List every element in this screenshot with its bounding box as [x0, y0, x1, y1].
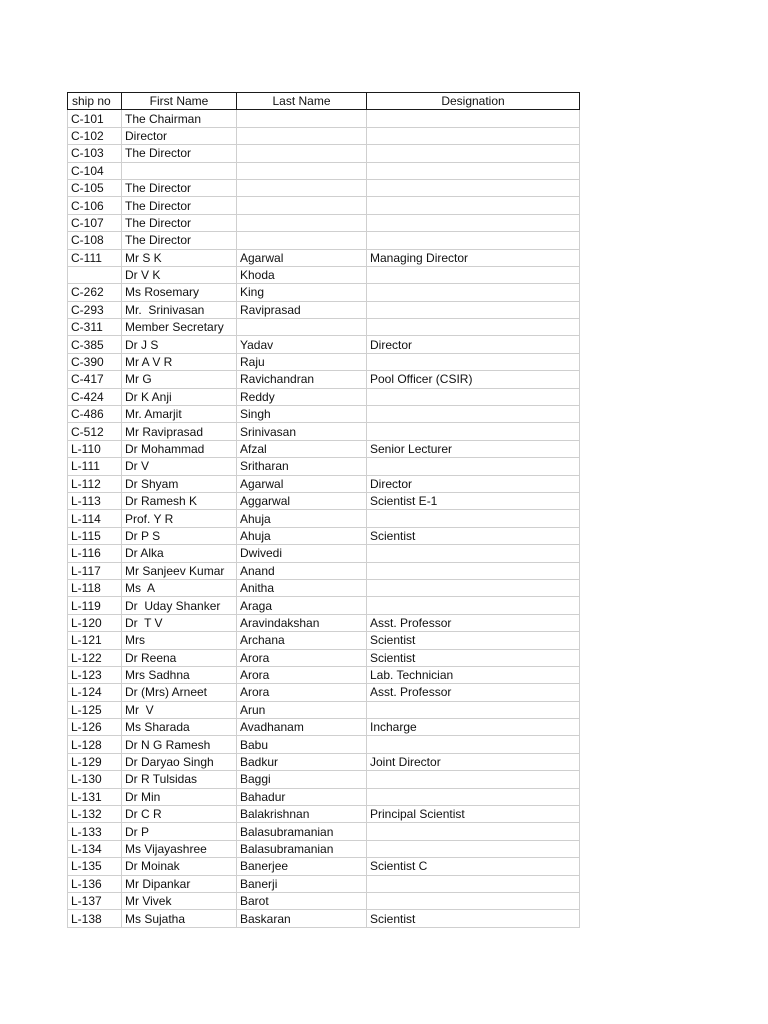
ship-no-cell: L-134 — [68, 840, 122, 857]
first-name-cell: Dr C R — [122, 806, 237, 823]
designation-cell — [367, 214, 580, 231]
designation-cell: Pool Officer (CSIR) — [367, 371, 580, 388]
table-row — [68, 579, 580, 596]
ship-no-cell: L-118 — [68, 579, 122, 596]
table-row — [68, 301, 580, 318]
designation-cell — [367, 266, 580, 283]
designation-cell — [367, 788, 580, 805]
first-name-cell: Ms Sujatha — [122, 910, 237, 927]
ship-no-cell: L-115 — [68, 527, 122, 544]
ship-no-cell: L-116 — [68, 545, 122, 562]
last-name-cell: Archana — [237, 632, 367, 649]
designation-cell: Asst. Professor — [367, 684, 580, 701]
ship-no-cell: C-293 — [68, 301, 122, 318]
table-row — [68, 562, 580, 579]
table-row — [68, 388, 580, 405]
first-name-cell: Dr V — [122, 458, 237, 475]
table-row — [68, 771, 580, 788]
ship-no-cell: C-262 — [68, 284, 122, 301]
first-name-cell: The Director — [122, 179, 237, 196]
table-row — [68, 510, 580, 527]
ship-no-cell: L-119 — [68, 597, 122, 614]
last-name-cell: Barot — [237, 892, 367, 909]
first-name-cell: Dr R Tulsidas — [122, 771, 237, 788]
last-name-cell: Ahuja — [237, 510, 367, 527]
designation-cell — [367, 319, 580, 336]
ship-no-cell: C-108 — [68, 232, 122, 249]
designation-cell: Lab. Technician — [367, 666, 580, 683]
ship-no-cell: C-101 — [68, 110, 122, 127]
ship-no-cell: C-105 — [68, 179, 122, 196]
table-row — [68, 545, 580, 562]
designation-cell — [367, 892, 580, 909]
first-name-cell: Dr Daryao Singh — [122, 753, 237, 770]
table-row — [68, 736, 580, 753]
header-row — [68, 93, 580, 110]
last-name-cell — [237, 197, 367, 214]
column-header-first-name: First Name — [122, 93, 237, 110]
ship-no-cell: C-424 — [68, 388, 122, 405]
last-name-cell: Reddy — [237, 388, 367, 405]
last-name-cell: Srinivasan — [237, 423, 367, 440]
first-name-cell: Dr Min — [122, 788, 237, 805]
last-name-cell: Arora — [237, 666, 367, 683]
table-row — [68, 666, 580, 683]
ship-no-cell: C-512 — [68, 423, 122, 440]
ship-no-cell: L-124 — [68, 684, 122, 701]
first-name-cell: Dr P — [122, 823, 237, 840]
designation-cell — [367, 701, 580, 718]
last-name-cell: Badkur — [237, 753, 367, 770]
table-row — [68, 336, 580, 353]
first-name-cell — [122, 162, 237, 179]
table-row — [68, 753, 580, 770]
first-name-cell: Mrs — [122, 632, 237, 649]
table-row — [68, 823, 580, 840]
first-name-cell: Dr T V — [122, 614, 237, 631]
ship-no-cell: L-113 — [68, 492, 122, 509]
table-row — [68, 406, 580, 423]
table-row — [68, 649, 580, 666]
table-row — [68, 371, 580, 388]
first-name-cell: Member Secretary — [122, 319, 237, 336]
ship-no-cell: L-126 — [68, 719, 122, 736]
table-row — [68, 875, 580, 892]
first-name-cell: The Chairman — [122, 110, 237, 127]
ship-no-cell: L-123 — [68, 666, 122, 683]
ship-no-cell: L-138 — [68, 910, 122, 927]
ship-no-cell: C-106 — [68, 197, 122, 214]
table-row — [68, 249, 580, 266]
last-name-cell — [237, 319, 367, 336]
designation-cell — [367, 840, 580, 857]
last-name-cell: Baskaran — [237, 910, 367, 927]
designation-cell: Scientist — [367, 632, 580, 649]
first-name-cell: Mr. Amarjit — [122, 406, 237, 423]
last-name-cell: Raju — [237, 353, 367, 370]
designation-cell — [367, 145, 580, 162]
first-name-cell: Mr. Srinivasan — [122, 301, 237, 318]
last-name-cell — [237, 145, 367, 162]
table-row — [68, 492, 580, 509]
last-name-cell: Anand — [237, 562, 367, 579]
last-name-cell: Banerjee — [237, 858, 367, 875]
designation-cell — [367, 162, 580, 179]
last-name-cell — [237, 110, 367, 127]
table-row — [68, 684, 580, 701]
designation-cell: Principal Scientist — [367, 806, 580, 823]
designation-cell: Scientist — [367, 649, 580, 666]
first-name-cell: Ms Sharada — [122, 719, 237, 736]
last-name-cell: Ahuja — [237, 527, 367, 544]
first-name-cell: Ms Rosemary — [122, 284, 237, 301]
last-name-cell: Singh — [237, 406, 367, 423]
last-name-cell: Ravichandran — [237, 371, 367, 388]
first-name-cell: Dr (Mrs) Arneet — [122, 684, 237, 701]
ship-no-cell: L-135 — [68, 858, 122, 875]
ship-no-cell: L-122 — [68, 649, 122, 666]
first-name-cell: Mr S K — [122, 249, 237, 266]
last-name-cell: Anitha — [237, 579, 367, 596]
designation-cell — [367, 771, 580, 788]
last-name-cell: Dwivedi — [237, 545, 367, 562]
table-row — [68, 353, 580, 370]
ship-no-cell: L-117 — [68, 562, 122, 579]
last-name-cell: Arun — [237, 701, 367, 718]
designation-cell: Scientist — [367, 910, 580, 927]
last-name-cell — [237, 214, 367, 231]
last-name-cell: Araga — [237, 597, 367, 614]
last-name-cell: Balakrishnan — [237, 806, 367, 823]
first-name-cell: Dr N G Ramesh — [122, 736, 237, 753]
first-name-cell: The Director — [122, 232, 237, 249]
table-row — [68, 475, 580, 492]
designation-cell: Incharge — [367, 719, 580, 736]
first-name-cell: Dr Shyam — [122, 475, 237, 492]
first-name-cell: Dr P S — [122, 527, 237, 544]
table-row — [68, 858, 580, 875]
table-row — [68, 788, 580, 805]
first-name-cell: Dr K Anji — [122, 388, 237, 405]
ship-no-cell: L-129 — [68, 753, 122, 770]
designation-cell: Scientist — [367, 527, 580, 544]
ship-no-cell: L-133 — [68, 823, 122, 840]
last-name-cell: Raviprasad — [237, 301, 367, 318]
first-name-cell: Dr V K — [122, 266, 237, 283]
designation-cell — [367, 197, 580, 214]
table-row — [68, 232, 580, 249]
first-name-cell: Prof. Y R — [122, 510, 237, 527]
first-name-cell: Dr Mohammad — [122, 440, 237, 457]
designation-cell — [367, 823, 580, 840]
designation-cell — [367, 579, 580, 596]
first-name-cell: Mrs Sadhna — [122, 666, 237, 683]
designation-cell: Scientist E-1 — [367, 492, 580, 509]
last-name-cell: Arora — [237, 684, 367, 701]
first-name-cell: Mr A V R — [122, 353, 237, 370]
ship-no-cell: C-107 — [68, 214, 122, 231]
last-name-cell: Aravindakshan — [237, 614, 367, 631]
table-row — [68, 145, 580, 162]
first-name-cell: Director — [122, 127, 237, 144]
last-name-cell: Arora — [237, 649, 367, 666]
table-row — [68, 614, 580, 631]
designation-cell — [367, 388, 580, 405]
designation-cell — [367, 458, 580, 475]
first-name-cell: Mr G — [122, 371, 237, 388]
first-name-cell: Dr Reena — [122, 649, 237, 666]
designation-cell — [367, 127, 580, 144]
ship-no-cell: C-103 — [68, 145, 122, 162]
designation-cell: Director — [367, 475, 580, 492]
designation-cell: Managing Director — [367, 249, 580, 266]
last-name-cell: Aggarwal — [237, 492, 367, 509]
ship-no-cell — [68, 266, 122, 283]
last-name-cell: Khoda — [237, 266, 367, 283]
ship-no-cell: L-121 — [68, 632, 122, 649]
last-name-cell: Afzal — [237, 440, 367, 457]
table-row — [68, 719, 580, 736]
last-name-cell — [237, 162, 367, 179]
first-name-cell: The Director — [122, 145, 237, 162]
table-row — [68, 284, 580, 301]
designation-cell — [367, 423, 580, 440]
table-row — [68, 179, 580, 196]
last-name-cell: King — [237, 284, 367, 301]
spreadsheet — [67, 92, 580, 928]
last-name-cell: Agarwal — [237, 249, 367, 266]
ship-no-cell: L-137 — [68, 892, 122, 909]
ship-no-cell: C-385 — [68, 336, 122, 353]
table-row — [68, 110, 580, 127]
column-header-last-name: Last Name — [237, 93, 367, 110]
table-header — [68, 93, 580, 110]
ship-no-cell: L-125 — [68, 701, 122, 718]
first-name-cell: Mr V — [122, 701, 237, 718]
first-name-cell: Mr Raviprasad — [122, 423, 237, 440]
table-row — [68, 319, 580, 336]
last-name-cell: Yadav — [237, 336, 367, 353]
ship-no-cell: L-112 — [68, 475, 122, 492]
first-name-cell: Dr J S — [122, 336, 237, 353]
column-header-designation: Designation — [367, 93, 580, 110]
table-row — [68, 910, 580, 927]
ship-no-cell: C-111 — [68, 249, 122, 266]
last-name-cell: Agarwal — [237, 475, 367, 492]
designation-cell: Director — [367, 336, 580, 353]
ship-no-cell: C-486 — [68, 406, 122, 423]
designation-cell — [367, 179, 580, 196]
first-name-cell: Dr Moinak — [122, 858, 237, 875]
ship-no-cell: L-131 — [68, 788, 122, 805]
designation-cell — [367, 232, 580, 249]
designation-cell: Asst. Professor — [367, 614, 580, 631]
first-name-cell: The Director — [122, 214, 237, 231]
member-table — [67, 92, 580, 928]
first-name-cell: Mr Sanjeev Kumar — [122, 562, 237, 579]
ship-no-cell: L-132 — [68, 806, 122, 823]
first-name-cell: Ms Vijayashree — [122, 840, 237, 857]
last-name-cell: Balasubramanian — [237, 840, 367, 857]
ship-no-cell: C-417 — [68, 371, 122, 388]
designation-cell: Scientist C — [367, 858, 580, 875]
first-name-cell: Dr Alka — [122, 545, 237, 562]
table-row — [68, 527, 580, 544]
designation-cell — [367, 284, 580, 301]
designation-cell — [367, 510, 580, 527]
designation-cell — [367, 110, 580, 127]
designation-cell — [367, 545, 580, 562]
last-name-cell — [237, 232, 367, 249]
table-row — [68, 840, 580, 857]
ship-no-cell: L-130 — [68, 771, 122, 788]
last-name-cell — [237, 127, 367, 144]
last-name-cell: Banerji — [237, 875, 367, 892]
designation-cell — [367, 597, 580, 614]
ship-no-cell: L-136 — [68, 875, 122, 892]
column-header-ship-no: ship no — [68, 93, 122, 110]
table-row — [68, 266, 580, 283]
ship-no-cell: L-128 — [68, 736, 122, 753]
table-row — [68, 214, 580, 231]
table-row — [68, 197, 580, 214]
designation-cell — [367, 353, 580, 370]
first-name-cell: The Director — [122, 197, 237, 214]
table-row — [68, 597, 580, 614]
ship-no-cell: C-102 — [68, 127, 122, 144]
table-row — [68, 423, 580, 440]
table-row — [68, 440, 580, 457]
last-name-cell: Baggi — [237, 771, 367, 788]
last-name-cell: Avadhanam — [237, 719, 367, 736]
designation-cell: Senior Lecturer — [367, 440, 580, 457]
table-row — [68, 892, 580, 909]
ship-no-cell: L-114 — [68, 510, 122, 527]
first-name-cell: Dr Ramesh K — [122, 492, 237, 509]
designation-cell — [367, 736, 580, 753]
ship-no-cell: C-311 — [68, 319, 122, 336]
designation-cell — [367, 562, 580, 579]
table-row — [68, 701, 580, 718]
first-name-cell: Ms A — [122, 579, 237, 596]
table-row — [68, 458, 580, 475]
table-body — [68, 110, 580, 927]
ship-no-cell: L-111 — [68, 458, 122, 475]
last-name-cell — [237, 179, 367, 196]
first-name-cell: Mr Dipankar — [122, 875, 237, 892]
ship-no-cell: C-104 — [68, 162, 122, 179]
designation-cell: Joint Director — [367, 753, 580, 770]
last-name-cell: Sritharan — [237, 458, 367, 475]
ship-no-cell: C-390 — [68, 353, 122, 370]
table-row — [68, 806, 580, 823]
table-row — [68, 162, 580, 179]
ship-no-cell: L-110 — [68, 440, 122, 457]
table-row — [68, 632, 580, 649]
last-name-cell: Bahadur — [237, 788, 367, 805]
last-name-cell: Balasubramanian — [237, 823, 367, 840]
last-name-cell: Babu — [237, 736, 367, 753]
first-name-cell: Dr Uday Shanker — [122, 597, 237, 614]
designation-cell — [367, 406, 580, 423]
ship-no-cell: L-120 — [68, 614, 122, 631]
table-row — [68, 127, 580, 144]
designation-cell — [367, 875, 580, 892]
first-name-cell: Mr Vivek — [122, 892, 237, 909]
designation-cell — [367, 301, 580, 318]
